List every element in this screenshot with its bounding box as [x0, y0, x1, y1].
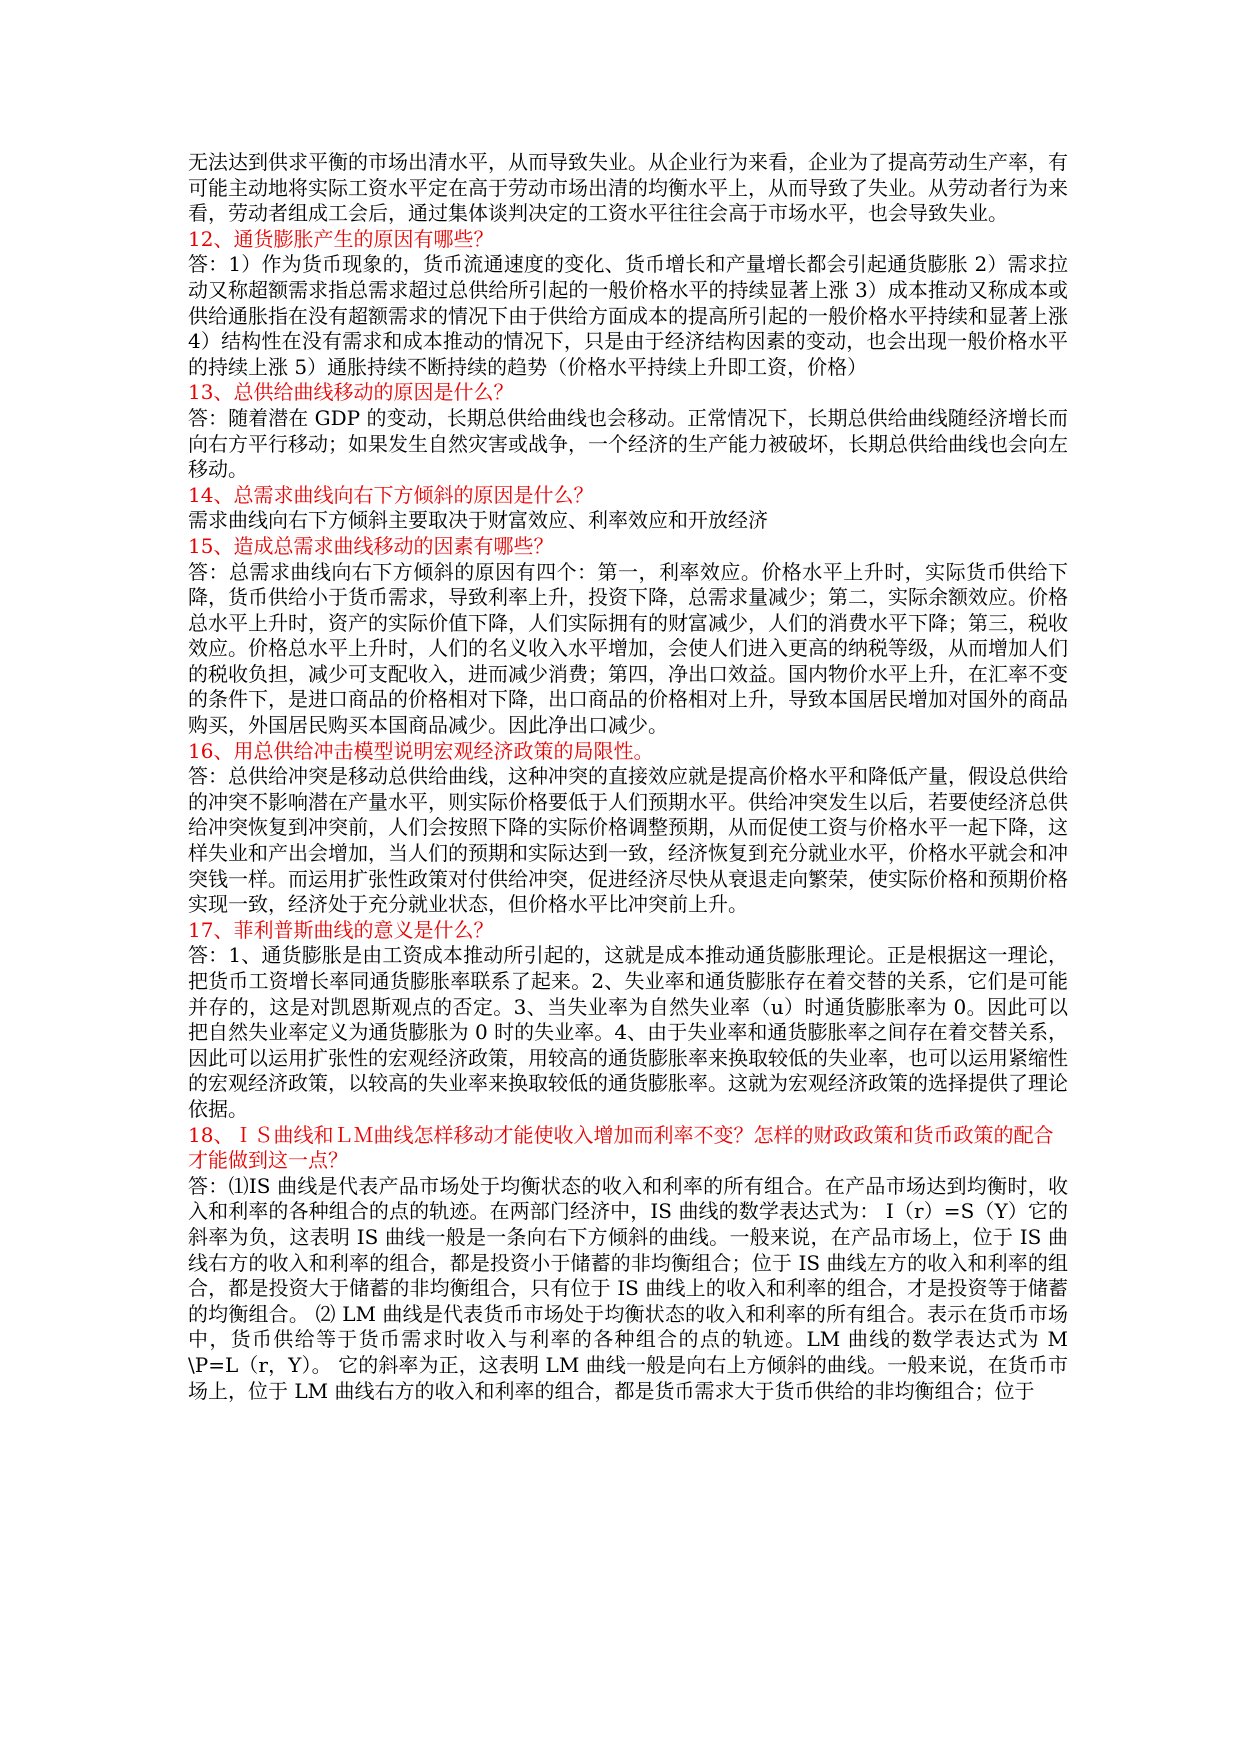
answer-16: 答：总供给冲突是移动总供给曲线，这种冲突的直接效应就是提高价格水平和降低产量，假设总供给的冲突不影响潜在产量水平，则实际价格要低于人们预期水平。供给冲突发生以后，若要使经济总供给冲突恢复到冲突前，人们会按照下降的实际价格调整预期，从而促使工资与价格水平一起下降，这样失业和产出会增加，当人们的预期和实际达到一致，经济恢复到充分就业水平，价格水平就会和冲突钱一样。而运用扩张性政策对付供给冲突，促进经济尽快从衰退走向繁荣，使实际价格和预期价格实现一致，经济处于充分就业状态，但价格水平比冲突前上升。: [188, 764, 1068, 917]
document-page: [188, 150, 1068, 1404]
answer-17: 答：1、通货膨胀是由工资成本推动所引起的，这就是成本推动通货膨胀理论。正是根据这一理论，把货币工资增长率同通货膨胀率联系了起来。2、失业率和通货膨胀存在着交替的关系，它们是可能并存的，这是对凯恩斯观点的否定。3、当失业率为自然失业率（u）时通货膨胀率为 0。因此可以把自然失业率定义为通货膨胀为 0 时的失业率。4、由于失业率和通货膨胀率之间存在着交替关系，因此可以运用扩张性的宏观经济政策，用较高的通货膨胀率来换取较低的失业率，也可以运用紧缩性的宏观经济政策，以较高的失业率来换取较低的通货膨胀率。这就为宏观经济政策的选择提供了理论依据。: [188, 943, 1068, 1121]
question-14-heading: 14、总需求曲线向右下方倾斜的原因是什么？: [188, 482, 594, 507]
answer-12: 答：1）作为货币现象的，货币流通速度的变化、货币增长和产量增长都会引起通货膨胀 2）需求拉动又称超额需求指总需求超过总供给所引起的一般价格水平的持续显著上涨 3）成本推动又称成本或供给通胀指在没有超额需求的情况下由于供给方面成本的提高所引起的一般价格水平持续和显著上涨 4）结构性在没有需求和成本推动的情况下，只是由于经济结构因素的变动，也会出现一般价格水平的持续上涨 5）通胀持续不断持续的趋势（价格水平持续上升即工资，价格）: [188, 252, 1068, 379]
question-12-heading: 12、通货膨胀产生的原因有哪些？: [188, 226, 494, 251]
question-13-heading: 13、总供给曲线移动的原因是什么？: [188, 380, 514, 405]
question-16-heading: 16、用总供给冲击模型说明宏观经济政策的局限性。: [188, 738, 654, 763]
answer-14: 需求曲线向右下方倾斜主要取决于财富效应、利率效应和开放经济: [188, 508, 768, 533]
answer-18: 答：⑴IS 曲线是代表产品市场处于均衡状态的收入和利率的所有组合。在产品市场达到均衡时，收入和利率的各种组合的点的轨迹。在两部门经济中，IS 曲线的数学表达式为： I（r）=S（Y）它的斜率为负，这表明 IS 曲线一般是一条向右下方倾斜的曲线。一般来说，在产品市场上，位于 IS 曲线右方的收入和利率的组合，都是投资小于储蓄的非均衡组合；位于 IS 曲线左方的收入和利率的组合，都是投资大于储蓄的非均衡组合，只有位于 IS 曲线上的收入和利率的组合，才是投资等于储蓄的均衡组合。 ⑵ LM 曲线是代表货币市场处于均衡状态的收入和利率的所有组合。表示在货币市场中，货币供给等于货币需求时收入与利率的各种组合的点的轨迹。LM 曲线的数学表达式为 M \P=L（r，Y）。 它的斜率为正，这表明 LM 曲线一般是向右上方倾斜的曲线。一般来说，在货币市场上，位于 LM 曲线右方的收入和利率的组合，都是货币需求大于货币供给的非均衡组合；位于: [188, 1173, 1068, 1403]
question-15-heading: 15、造成总需求曲线移动的因素有哪些？: [188, 533, 554, 558]
answer-13: 答：随着潜在 GDP 的变动，长期总供给曲线也会移动。正常情况下，长期总供给曲线随经济增长而向右方平行移动；如果发生自然灾害或战争，一个经济的生产能力被破坏，长期总供给曲线也会向左移动。: [188, 405, 1068, 482]
answer-15: 答：总需求曲线向右下方倾斜的原因有四个：第一，利率效应。价格水平上升时，实际货币供给下降，货币供给小于货币需求，导致利率上升，投资下降，总需求量减少；第二，实际余额效应。价格总水平上升时，资产的实际价值下降，人们实际拥有的财富减少，人们的消费水平下降；第三，税收效应。价格总水平上升时，人们的名义收入水平增加，会使人们进入更高的纳税等级，从而增加人们的税收负担，减少可支配收入，进而减少消费；第四，净出口效益。国内物价水平上升，在汇率不变的条件下，是进口商品的价格相对下降，出口商品的价格相对上升，导致本国居民增加对国外的商品购买，外国居民购买本国商品减少。因此净出口减少。: [188, 559, 1068, 738]
question-18-heading: 18、ＩＳ曲线和ＬＭ曲线怎样移动才能使收入增加而利率不变？怎样的财政政策和货币政策的配合才能做到这一点？: [188, 1122, 1054, 1173]
paragraph-unemployment-causes: 无法达到供求平衡的市场出清水平，从而导致失业。从企业行为来看，企业为了提高劳动生产率，有可能主动地将实际工资水平定在高于劳动市场出清的均衡水平上，从而导致了失业。从劳动者行为来看，劳动者组成工会后，通过集体谈判决定的工资水平往往会高于市场水平，也会导致失业。: [188, 150, 1068, 226]
question-17-heading: 17、菲利普斯曲线的意义是什么？: [188, 917, 494, 942]
